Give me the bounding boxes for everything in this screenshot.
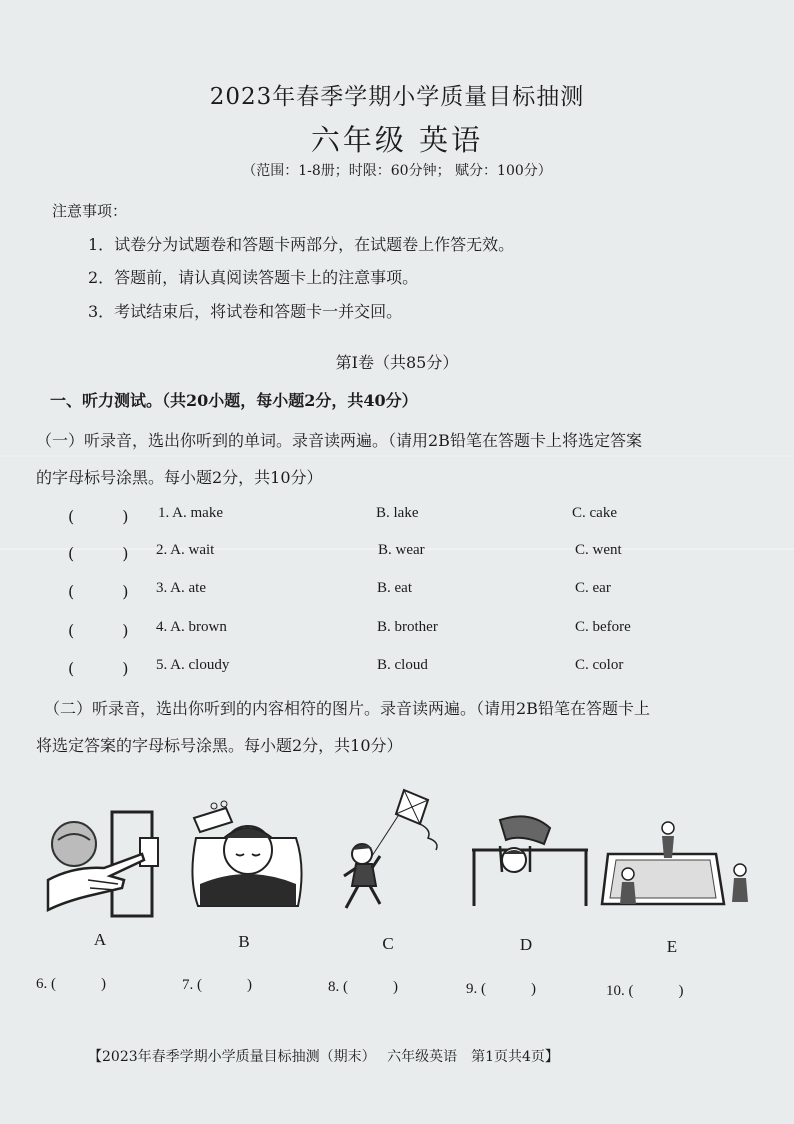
- picture-a-switch: [44, 810, 174, 920]
- picture-label-d: D: [519, 935, 533, 954]
- q1-option-c: C. cake: [572, 505, 617, 521]
- sub1-instruction-line2: 的字母标号涂黑。每小题2分，共10分）: [36, 468, 323, 487]
- exam-title: 2023年春季学期小学质量目标抽测: [209, 84, 585, 110]
- page-footer: 【2023年春季学期小学质量目标抽测（期末） 六年级英语 第1页共4页】: [88, 1049, 559, 1065]
- sub1-instruction-line1: （一）听录音，选出你听到的单词。录音读两遍。（请用2B铅笔在答题卡上将选定答案: [36, 431, 642, 450]
- answer-blank[interactable]: ( ): [68, 582, 129, 601]
- q4-option-b: B. brother: [377, 619, 438, 635]
- answer-blank[interactable]: ( ): [68, 507, 129, 526]
- q2-option-a: 2. A. wait: [156, 542, 215, 558]
- picture-label-a: A: [93, 930, 107, 949]
- answer-blank[interactable]: ( ): [68, 659, 129, 678]
- q3-option-a: 3. A. ate: [156, 580, 206, 596]
- q5-option-a: 5. A. cloudy: [156, 657, 230, 673]
- picture-label-e: E: [666, 937, 678, 956]
- q1-option-b: B. lake: [376, 505, 419, 521]
- q3-option-c: C. ear: [575, 580, 611, 596]
- answer-6[interactable]: 6. ( ): [36, 976, 106, 992]
- picture-label-c: C: [382, 934, 394, 953]
- answer-7[interactable]: 7. ( ): [182, 977, 252, 993]
- note-item-2: 2．答题前，请认真阅读答题卡上的注意事项。: [88, 268, 419, 287]
- picture-d-bar: [470, 810, 590, 910]
- answer-8[interactable]: 8. ( ): [328, 979, 398, 995]
- sub2-instruction-line2: 将选定答案的字母标号涂黑。每小题2分，共10分）: [36, 736, 403, 755]
- q5-option-b: B. cloud: [377, 657, 428, 673]
- q3-option-b: B. eat: [377, 580, 412, 596]
- note-item-3: 3．考试结束后，将试卷和答题卡一并交回。: [88, 302, 403, 321]
- answer-blank[interactable]: ( ): [68, 621, 129, 640]
- picture-b-sick-boy: [188, 798, 308, 910]
- exam-subject: 六年级 英语: [310, 123, 484, 157]
- answer-10[interactable]: 10. ( ): [606, 983, 684, 999]
- answer-blank[interactable]: ( ): [68, 544, 129, 563]
- picture-e-sandbox: [600, 818, 770, 920]
- picture-label-b: B: [238, 932, 250, 951]
- note-item-1: 1．试卷分为试题卷和答题卡两部分，在试题卷上作答无效。: [88, 235, 515, 254]
- q2-option-c: C. went: [575, 542, 622, 558]
- picture-c-kite: [332, 786, 448, 918]
- notes-heading: 注意事项：: [52, 202, 128, 220]
- q1-option-a: 1. A. make: [158, 505, 223, 521]
- q2-option-b: B. wear: [378, 542, 425, 558]
- q4-option-c: C. before: [575, 619, 631, 635]
- answer-9[interactable]: 9. ( ): [466, 981, 536, 997]
- part1-heading: 一、听力测试。（共20小题，每小题2分，共40分）: [50, 391, 418, 410]
- exam-scope: （范围：1-8册；时限：60分钟； 赋分：100分）: [242, 163, 552, 179]
- sub2-instruction-line1: （二）听录音，选出你听到的内容相符的图片。录音读两遍。（请用2B铅笔在答题卡上: [44, 699, 650, 718]
- section-title: 第Ⅰ卷（共85分）: [335, 353, 459, 372]
- q5-option-c: C. color: [575, 657, 624, 673]
- q4-option-a: 4. A. brown: [156, 619, 227, 635]
